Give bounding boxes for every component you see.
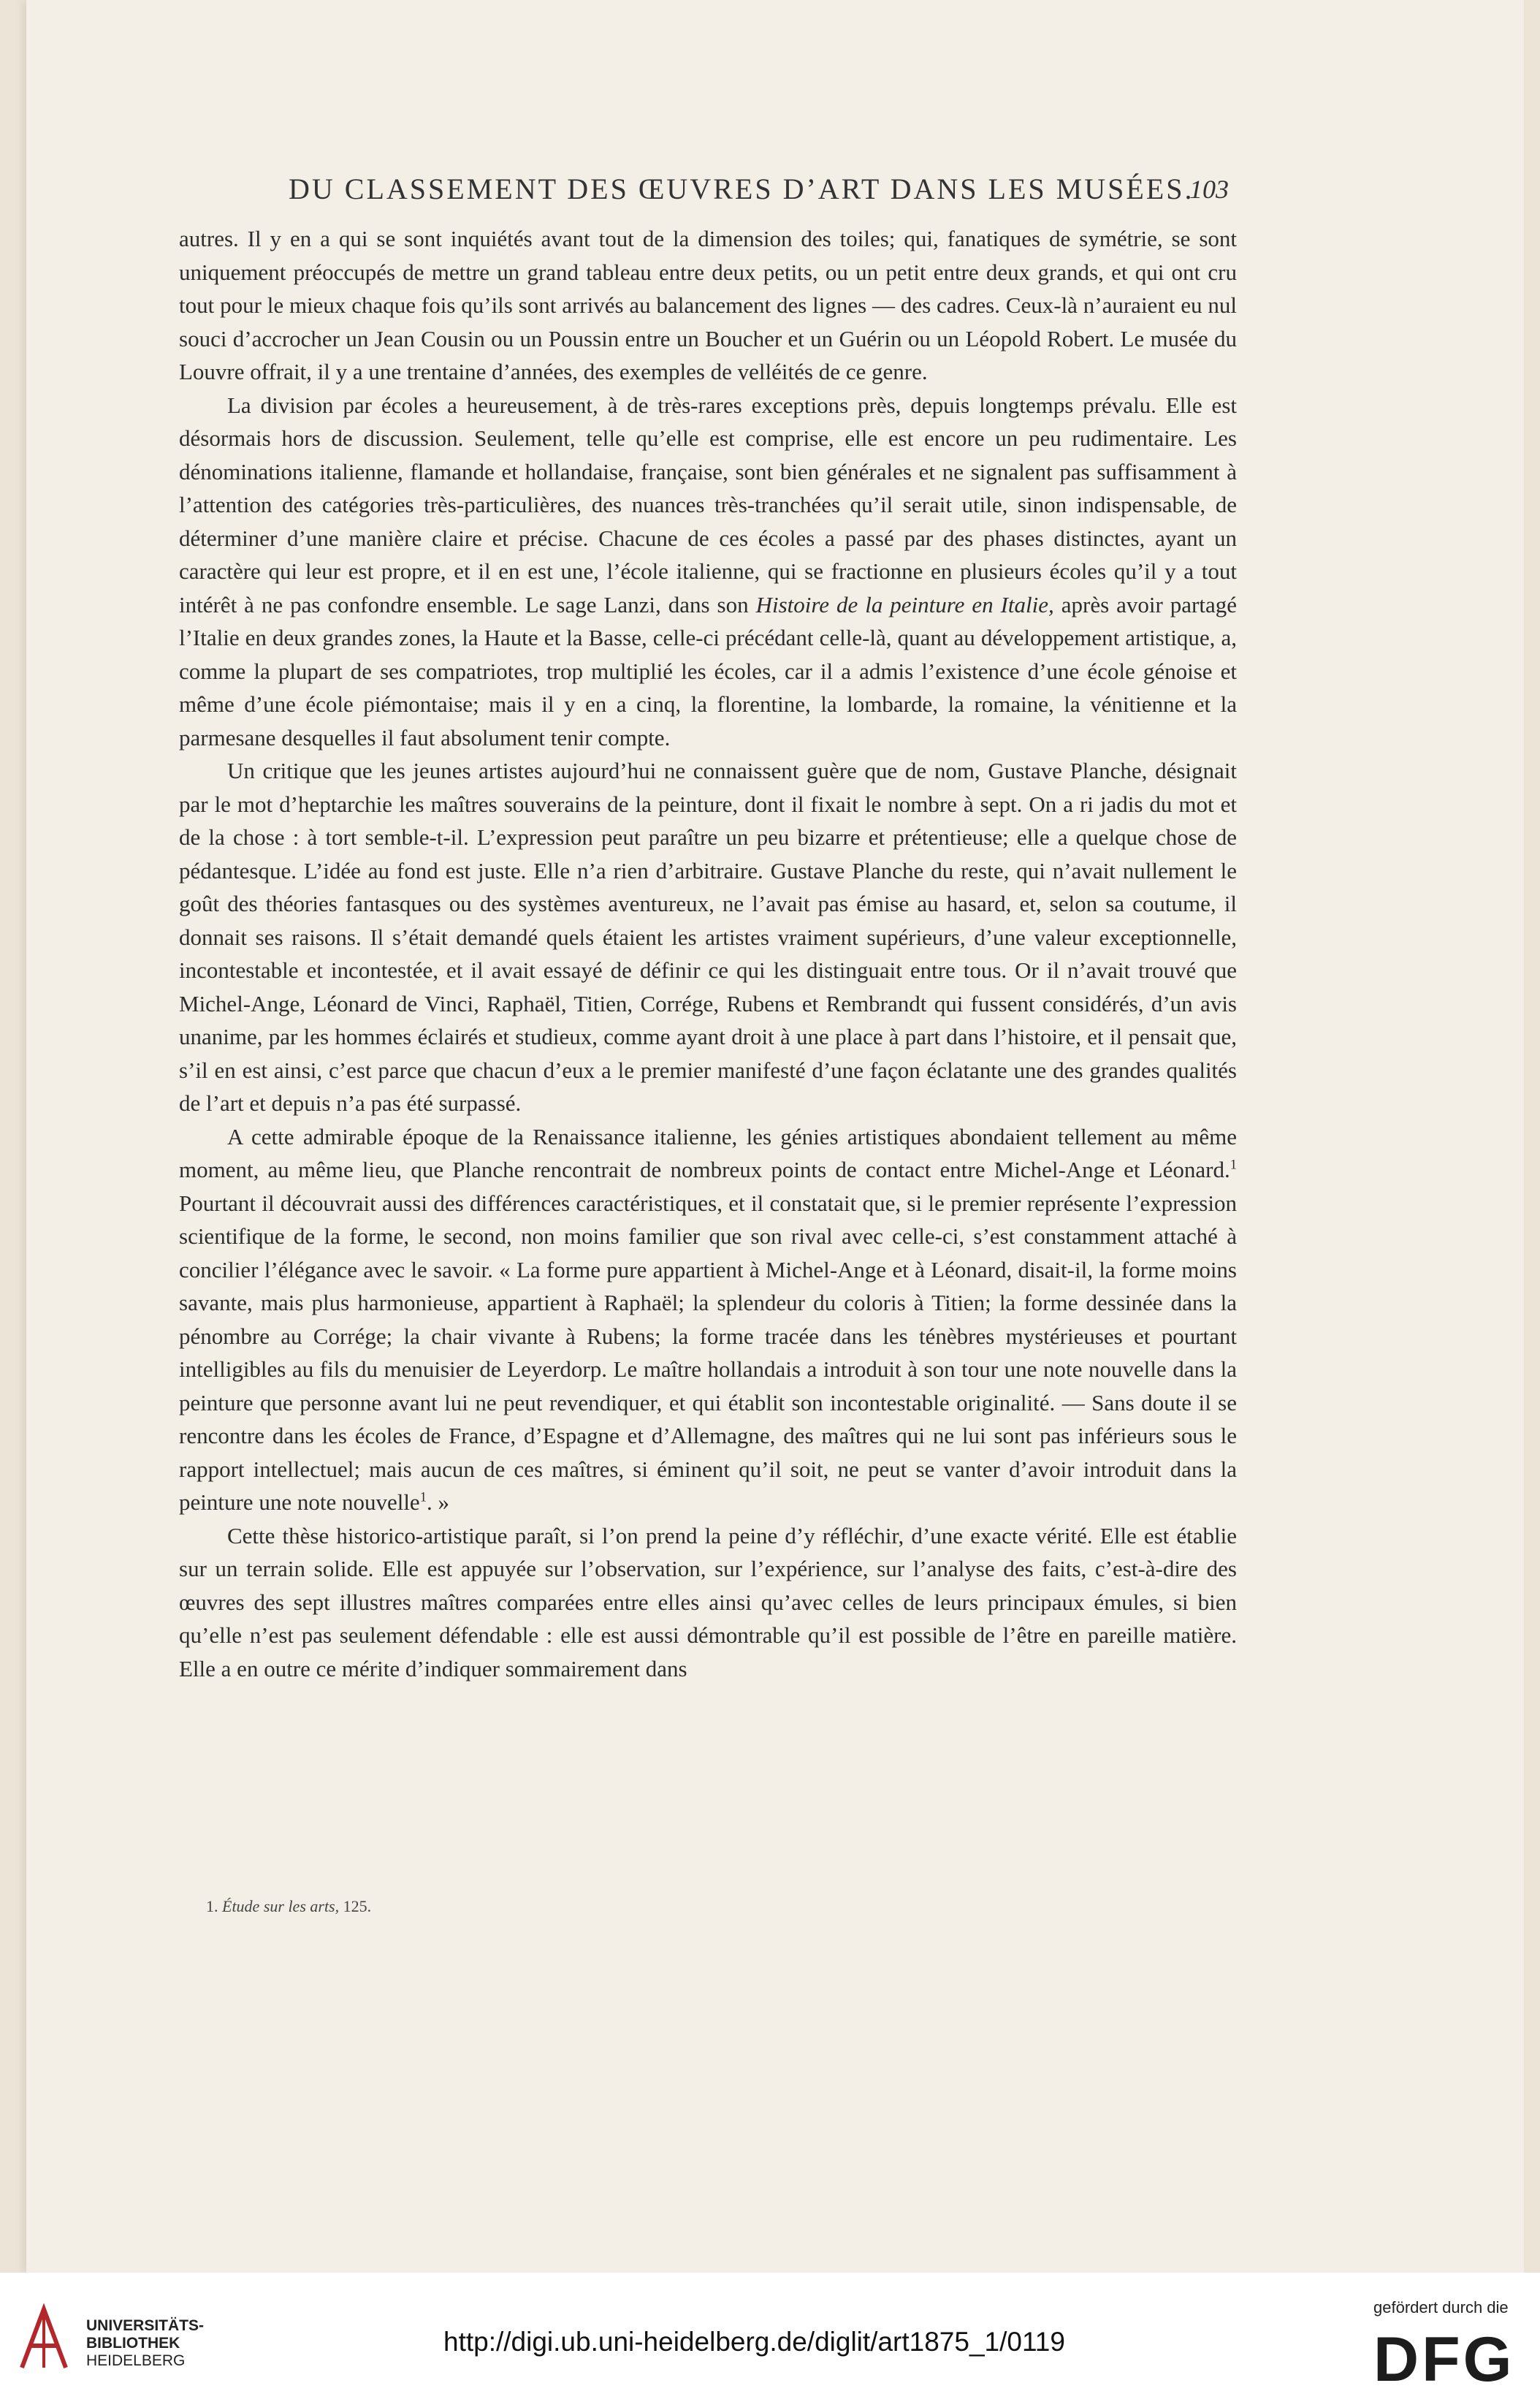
footnote-page: 125.	[343, 1897, 372, 1915]
library-name[interactable]: UNIVERSITÄTS- BIBLIOTHEK HEIDELBERG	[86, 2317, 205, 2369]
ub-heidelberg-logo-icon[interactable]	[15, 2302, 73, 2375]
paragraph-3: Un critique que les jeunes artistes aujourd’hui ne connaissent guère que de nom, Gustave Planche, désignait par le mot d’heptarchie les maîtres souverains de la peinture, dont il fixait le nombre à sept. On a ri jadis du mot et de la chose : à tort semble-t-il. L’expression peut paraître un peu bizarre et prétentieuse; elle a quelque chose de pédantesque. L’idée au fond est juste. Elle n’a rien d’arbitraire. Gustave Planche du reste, qui n’avait nullement le goût des théories fantasques ou des systèmes aventureux, ne l’avait pas émise au hasard, et, selon sa coutume, il donnait ses raisons. Il s’était demandé quels étaient les artistes vraiment supérieurs, d’une valeur exceptionnelle, incontestable et incontestée, et il avait essayé de définir ce qui les distinguait entre tous. Or il n’avait trouvé que Michel-Ange, Léonard de Vinci, Raphaël, Titien, Corrége, Rubens et Rembrandt qui fussent considérés, d’un avis unanime, par les hommes éclairés et studieux, comme ayant droit à une place à part dans l’histoire, et il pensait que, s’il en est ainsi, c’est parce que chacun d’eux a le premier manifesté d’une façon éclatante une des grandes qualités de l’art et depuis n’a pas été surpassé.	[179, 758, 1237, 1116]
footnote-ref[interactable]: 1	[419, 1489, 427, 1505]
dfg-logo[interactable]: DFG	[1373, 2325, 1515, 2395]
running-head	[289, 172, 1289, 206]
footnote-number: 1.	[206, 1897, 218, 1915]
body-text	[179, 222, 1237, 1685]
footnote-title: Étude sur les arts,	[222, 1897, 340, 1915]
running-head-title: DU CLASSEMENT DES ŒUVRES D’ART DANS LES MUSÉES.	[289, 172, 1194, 205]
funding-caption: gefördert durch die	[1373, 2298, 1509, 2317]
page-number: 103	[1189, 175, 1229, 204]
paragraph-5: Cette thèse historico-artistique paraît, si l’on prend la peine d’y réfléchir, d’une exacte vérité. Elle est établie sur un terrain solide. Elle est appuyée sur l’observation, sur l’expérience, sur l’analyse des faits, c’est-à-dire des œuvres des sept illustres maîtres comparées entre elles ainsi qu’avec celles de leurs principaux émules, si bien qu’elle n’est pas seulement défendable : elle est aussi démontrable qu’il est possible de l’être en pareille matière. Elle a en outre ce mérite d’indiquer sommairement dans	[179, 1522, 1237, 1681]
paragraph-1: autres. Il y en a qui se sont inquiétés avant tout de la dimension des toiles; qui, fanatiques de symétrie, se sont uniquement préoccupés de mettre un grand tableau entre deux petits, ou un petit entre deux grands, et qui ont cru tout pour le mieux chaque fois qu’ils sont arrivés au balancement des lignes — des cadres. Ceux-là n’auraient eu nul souci d’accrocher un Jean Cousin ou un Poussin entre un Boucher et un Guérin ou un Léopold Robert. Le musée du Louvre offrait, il y a une trentaine d’années, des exemples de velléités de ce genre.	[179, 226, 1237, 384]
permalink-url[interactable]: http://digi.ub.uni-heidelberg.de/diglit/art1875_1/0119	[443, 2327, 1065, 2357]
footnote	[206, 1897, 371, 1916]
paragraph-4: A cette admirable époque de la Renaissance italienne, les génies artistiques abondaient tellement au même moment, au même lieu, que Planche rencontrait de nombreux points de contact entre Michel-Ange et Léonard.$^1$ Pourtant il découvrait aussi des différences caractéristiques, et il constatait que, si le premier représente l’expression scientifique de la forme, le second, non moins familier que son rival avec celle-ci, s’est constamment attaché à concilier l’élégance avec le savoir. « La forme pure appartient à Michel-Ange et à Léonard, disait-il, la forme moins savante, mais plus harmonieuse, appartient à Raphaël; la splendeur du coloris à Titien; la forme dessinée dans la pénombre au Corrége; la chair vivante à Rubens; la forme tracée dans les ténèbres mystérieuses et pourtant intelligibles au fils du menuisier de Leyerdorp. Le maître hollandais a introduit à son tour une note nouvelle dans la peinture que personne avant lui ne peut revendiquer, et qui établit son incontestable originalité. — Sans doute il se rencontre dans les écoles de France, d’Espagne et d’Allemagne, des maîtres qui ne lui sont pas inférieurs sous le rapport intellectuel; mais aucun de ces maîtres, si éminent qu’il soit, ne peut se vanter d’avoir introduit dans la peinture une note nouvelle$^1$. »	[179, 1123, 1237, 1515]
footnote-ref[interactable]: 1	[1230, 1157, 1237, 1173]
paragraph-2: La division par écoles a heureusement, à de très-rares exceptions près, depuis longtemps prévalu. Elle est désormais hors de discussion. Seulement, telle qu’elle est comprise, elle est encore un peu rudimentaire. Les dénominations italienne, flamande et hollandaise, française, sont bien générales et ne signalent pas suffisamment à l’attention des catégories très-particulières, des nuances très-tranchées qu’il serait utile, sinon indispensable, de déterminer d’une manière claire et précise. Chacune de ces écoles a passé par des phases distinctes, ayant un caractère qui leur est propre, et il en est une, l’école italienne, qui se fractionne en plusieurs écoles qu’il y a tout intérêt à ne pas confondre ensemble. Le sage Lanzi, dans son Histoire de la peinture en Italie, après avoir partagé l’Italie en deux grandes zones, la Haute et la Basse, celle-ci précédant celle-là, quant au développement artistique, a, comme la plupart de ses compatriotes, trop multiplié les écoles, car il a admis l’existence d’une école génoise et même d’une école piémontaise; mais il y en a cinq, la florentine, la lombarde, la romaine, la vénitienne et la parmesane desquelles il faut absolument tenir compte.	[179, 392, 1238, 750]
book-title: Histoire de la peinture en Italie,	[755, 591, 1054, 617]
